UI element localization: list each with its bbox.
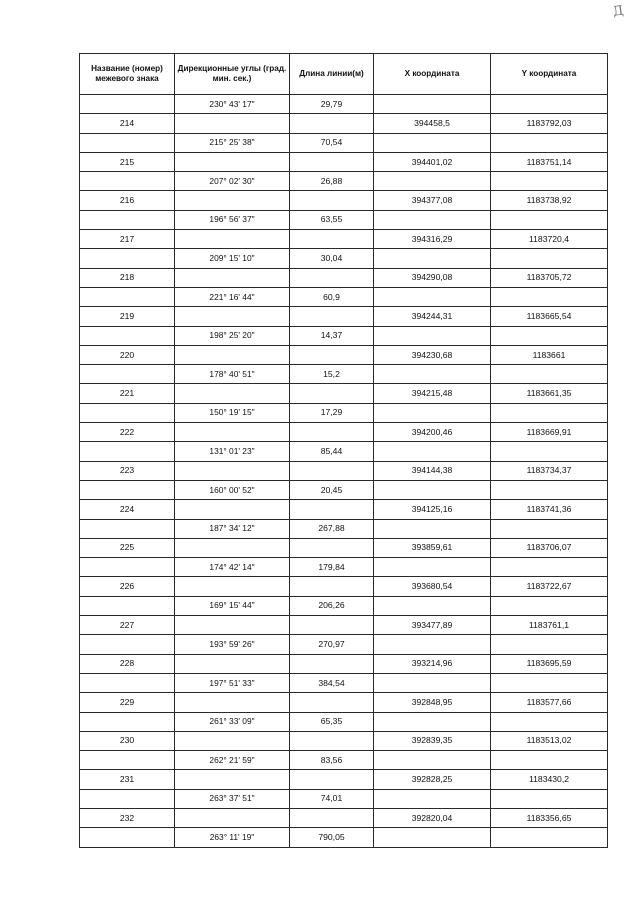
table-row-point — [80, 384, 608, 403]
cell-boundary-mark-name — [80, 751, 175, 770]
table-row-point — [80, 268, 608, 287]
cell-x-coordinate — [374, 210, 491, 229]
cell-y-coordinate: 1183577,66 — [491, 693, 608, 712]
table-row-point — [80, 538, 608, 557]
cell-boundary-mark-name — [80, 558, 175, 577]
cell-line-length: 790,05 — [290, 828, 374, 847]
cell-direction-angle: 193° 59' 26" — [175, 635, 290, 654]
cell-boundary-mark-name: 230 — [80, 731, 175, 750]
cell-x-coordinate: 394316,29 — [374, 230, 491, 249]
cell-line-length: 26,88 — [290, 172, 374, 191]
cell-x-coordinate: 394144,38 — [374, 461, 491, 480]
cell-direction-angle — [175, 114, 290, 133]
cell-line-length — [290, 345, 374, 364]
cell-direction-angle: 160° 00' 52" — [175, 480, 290, 499]
page-corner-mark: Д — [612, 3, 625, 20]
cell-direction-angle: 209° 15' 10" — [175, 249, 290, 268]
table-row-segment — [80, 133, 608, 152]
table-row-segment — [80, 558, 608, 577]
cell-y-coordinate: 1183761,1 — [491, 616, 608, 635]
cell-y-coordinate: 1183738,92 — [491, 191, 608, 210]
table-row-point — [80, 461, 608, 480]
cell-x-coordinate — [374, 635, 491, 654]
table-row-point — [80, 152, 608, 171]
cell-line-length: 63,55 — [290, 210, 374, 229]
cell-y-coordinate — [491, 751, 608, 770]
cell-x-coordinate — [374, 442, 491, 461]
cell-line-length: 14,37 — [290, 326, 374, 345]
cell-line-length — [290, 268, 374, 287]
cell-x-coordinate: 393477,89 — [374, 616, 491, 635]
cell-direction-angle: 169° 15' 44" — [175, 596, 290, 615]
cell-line-length — [290, 654, 374, 673]
cell-boundary-mark-name: 214 — [80, 114, 175, 133]
cell-line-length — [290, 307, 374, 326]
cell-y-coordinate — [491, 249, 608, 268]
cell-direction-angle — [175, 307, 290, 326]
table-row-segment — [80, 789, 608, 808]
cell-boundary-mark-name — [80, 712, 175, 731]
cell-direction-angle — [175, 423, 290, 442]
cell-y-coordinate: 1183430,2 — [491, 770, 608, 789]
table-row-segment — [80, 635, 608, 654]
table-row-point — [80, 731, 608, 750]
table-row-point — [80, 654, 608, 673]
table-row-segment — [80, 287, 608, 306]
cell-line-length: 17,29 — [290, 403, 374, 422]
cell-boundary-mark-name: 216 — [80, 191, 175, 210]
cell-boundary-mark-name: 227 — [80, 616, 175, 635]
table-row-point — [80, 770, 608, 789]
cell-boundary-mark-name — [80, 403, 175, 422]
cell-line-length: 83,56 — [290, 751, 374, 770]
table-row-segment — [80, 712, 608, 731]
cell-line-length — [290, 693, 374, 712]
cell-x-coordinate — [374, 751, 491, 770]
table-row-segment — [80, 751, 608, 770]
cell-line-length — [290, 500, 374, 519]
cell-direction-angle — [175, 616, 290, 635]
cell-line-length: 74,01 — [290, 789, 374, 808]
cell-direction-angle — [175, 693, 290, 712]
table-row-point — [80, 230, 608, 249]
cell-line-length: 384,54 — [290, 673, 374, 692]
cell-line-length — [290, 461, 374, 480]
table-row-point — [80, 345, 608, 364]
cell-boundary-mark-name — [80, 789, 175, 808]
table-row-segment — [80, 519, 608, 538]
cell-line-length: 270,97 — [290, 635, 374, 654]
table-row-segment — [80, 249, 608, 268]
cell-y-coordinate — [491, 519, 608, 538]
cell-y-coordinate: 1183513,02 — [491, 731, 608, 750]
cell-direction-angle — [175, 538, 290, 557]
cell-y-coordinate: 1183661 — [491, 345, 608, 364]
cell-y-coordinate — [491, 95, 608, 114]
table-row-segment — [80, 828, 608, 847]
cell-x-coordinate — [374, 789, 491, 808]
cell-x-coordinate: 392848,95 — [374, 693, 491, 712]
cell-x-coordinate: 394230,68 — [374, 345, 491, 364]
table-row-point — [80, 500, 608, 519]
cell-y-coordinate — [491, 789, 608, 808]
cell-x-coordinate: 393859,61 — [374, 538, 491, 557]
cell-direction-angle: 230° 43' 17" — [175, 95, 290, 114]
table-row-segment — [80, 172, 608, 191]
cell-line-length: 15,2 — [290, 365, 374, 384]
cell-line-length: 30,04 — [290, 249, 374, 268]
cell-x-coordinate: 394377,08 — [374, 191, 491, 210]
cell-direction-angle — [175, 461, 290, 480]
cell-x-coordinate: 394401,02 — [374, 152, 491, 171]
cell-direction-angle — [175, 577, 290, 596]
table-row-point — [80, 114, 608, 133]
table-row-segment — [80, 442, 608, 461]
cell-x-coordinate — [374, 365, 491, 384]
table-row-segment — [80, 673, 608, 692]
table-row-point — [80, 808, 608, 827]
cell-line-length — [290, 423, 374, 442]
table-row-point — [80, 307, 608, 326]
cell-x-coordinate — [374, 828, 491, 847]
cell-y-coordinate: 1183706,07 — [491, 538, 608, 557]
cell-y-coordinate — [491, 287, 608, 306]
boundary-coordinates-table — [79, 53, 608, 848]
cell-direction-angle: 187° 34' 12" — [175, 519, 290, 538]
cell-y-coordinate: 1183741,36 — [491, 500, 608, 519]
cell-direction-angle: 262° 21' 59" — [175, 751, 290, 770]
cell-y-coordinate — [491, 133, 608, 152]
cell-boundary-mark-name — [80, 133, 175, 152]
cell-direction-angle — [175, 345, 290, 364]
cell-direction-angle — [175, 770, 290, 789]
cell-boundary-mark-name: 222 — [80, 423, 175, 442]
cell-x-coordinate — [374, 519, 491, 538]
cell-line-length: 20,45 — [290, 480, 374, 499]
cell-y-coordinate: 1183695,59 — [491, 654, 608, 673]
cell-direction-angle: 198° 25' 20" — [175, 326, 290, 345]
cell-boundary-mark-name: 225 — [80, 538, 175, 557]
header-line-length: Длина линии(м) — [290, 54, 374, 95]
cell-direction-angle: 261° 33' 09" — [175, 712, 290, 731]
cell-direction-angle: 150° 19' 15" — [175, 403, 290, 422]
header-y-coordinate: Y координата — [491, 54, 608, 95]
cell-x-coordinate — [374, 673, 491, 692]
cell-boundary-mark-name: 223 — [80, 461, 175, 480]
cell-line-length — [290, 770, 374, 789]
cell-x-coordinate — [374, 596, 491, 615]
cell-boundary-mark-name: 215 — [80, 152, 175, 171]
cell-boundary-mark-name — [80, 635, 175, 654]
cell-line-length — [290, 616, 374, 635]
cell-direction-angle: 221° 16' 44" — [175, 287, 290, 306]
cell-y-coordinate — [491, 828, 608, 847]
cell-y-coordinate — [491, 635, 608, 654]
cell-boundary-mark-name: 229 — [80, 693, 175, 712]
cell-x-coordinate: 392820,04 — [374, 808, 491, 827]
table-row-point — [80, 577, 608, 596]
cell-boundary-mark-name — [80, 365, 175, 384]
cell-boundary-mark-name — [80, 249, 175, 268]
cell-boundary-mark-name: 224 — [80, 500, 175, 519]
cell-direction-angle: 197° 51' 33" — [175, 673, 290, 692]
cell-y-coordinate: 1183751,14 — [491, 152, 608, 171]
table-row-segment — [80, 403, 608, 422]
cell-boundary-mark-name — [80, 442, 175, 461]
cell-direction-angle — [175, 191, 290, 210]
cell-y-coordinate: 1183720,4 — [491, 230, 608, 249]
cell-x-coordinate — [374, 249, 491, 268]
cell-x-coordinate — [374, 712, 491, 731]
cell-x-coordinate: 392839,35 — [374, 731, 491, 750]
cell-x-coordinate: 394244,31 — [374, 307, 491, 326]
cell-y-coordinate — [491, 596, 608, 615]
table-body — [80, 95, 608, 848]
table-row-point — [80, 616, 608, 635]
cell-boundary-mark-name: 231 — [80, 770, 175, 789]
cell-direction-angle: 196° 56' 37" — [175, 210, 290, 229]
cell-line-length: 179,84 — [290, 558, 374, 577]
table-row-segment — [80, 480, 608, 499]
cell-y-coordinate: 1183665,54 — [491, 307, 608, 326]
table-header-row — [80, 54, 608, 95]
cell-direction-angle: 174° 42' 14" — [175, 558, 290, 577]
cell-x-coordinate: 393214,96 — [374, 654, 491, 673]
cell-line-length — [290, 230, 374, 249]
cell-boundary-mark-name — [80, 172, 175, 191]
cell-direction-angle — [175, 731, 290, 750]
cell-x-coordinate — [374, 133, 491, 152]
cell-line-length: 70,54 — [290, 133, 374, 152]
cell-x-coordinate — [374, 287, 491, 306]
cell-y-coordinate: 1183734,37 — [491, 461, 608, 480]
cell-line-length: 60,9 — [290, 287, 374, 306]
table-row-point — [80, 693, 608, 712]
cell-boundary-mark-name — [80, 519, 175, 538]
cell-direction-angle: 263° 11' 19" — [175, 828, 290, 847]
cell-direction-angle — [175, 654, 290, 673]
cell-boundary-mark-name: 220 — [80, 345, 175, 364]
cell-direction-angle: 263° 37' 51" — [175, 789, 290, 808]
header-x-coordinate: X координата — [374, 54, 491, 95]
cell-y-coordinate — [491, 480, 608, 499]
cell-direction-angle — [175, 152, 290, 171]
cell-line-length — [290, 577, 374, 596]
cell-x-coordinate — [374, 403, 491, 422]
cell-y-coordinate — [491, 558, 608, 577]
cell-boundary-mark-name: 217 — [80, 230, 175, 249]
cell-y-coordinate: 1183705,72 — [491, 268, 608, 287]
cell-boundary-mark-name: 228 — [80, 654, 175, 673]
cell-line-length — [290, 191, 374, 210]
cell-y-coordinate: 1183356,65 — [491, 808, 608, 827]
cell-direction-angle — [175, 230, 290, 249]
cell-y-coordinate — [491, 210, 608, 229]
cell-line-length: 29,79 — [290, 95, 374, 114]
cell-boundary-mark-name — [80, 673, 175, 692]
cell-y-coordinate: 1183722,67 — [491, 577, 608, 596]
cell-boundary-mark-name: 219 — [80, 307, 175, 326]
cell-x-coordinate: 394290,08 — [374, 268, 491, 287]
cell-boundary-mark-name — [80, 480, 175, 499]
cell-boundary-mark-name: 218 — [80, 268, 175, 287]
cell-y-coordinate: 1183661,35 — [491, 384, 608, 403]
cell-x-coordinate: 393680,54 — [374, 577, 491, 596]
cell-line-length — [290, 538, 374, 557]
table-row-point — [80, 191, 608, 210]
cell-y-coordinate — [491, 673, 608, 692]
cell-line-length: 85,44 — [290, 442, 374, 461]
cell-x-coordinate: 394200,46 — [374, 423, 491, 442]
cell-x-coordinate: 394125,16 — [374, 500, 491, 519]
cell-y-coordinate: 1183792,03 — [491, 114, 608, 133]
cell-boundary-mark-name — [80, 95, 175, 114]
cell-x-coordinate — [374, 326, 491, 345]
cell-x-coordinate — [374, 95, 491, 114]
table-row-segment — [80, 365, 608, 384]
cell-x-coordinate: 394458,5 — [374, 114, 491, 133]
table-row-segment — [80, 596, 608, 615]
cell-x-coordinate — [374, 172, 491, 191]
cell-direction-angle: 131° 01' 23" — [175, 442, 290, 461]
table-row-point — [80, 423, 608, 442]
cell-x-coordinate: 392828,25 — [374, 770, 491, 789]
cell-direction-angle: 215° 25' 38" — [175, 133, 290, 152]
cell-x-coordinate: 394215,48 — [374, 384, 491, 403]
cell-line-length: 267,88 — [290, 519, 374, 538]
cell-direction-angle — [175, 268, 290, 287]
cell-y-coordinate — [491, 403, 608, 422]
cell-boundary-mark-name: 232 — [80, 808, 175, 827]
table-row-segment — [80, 326, 608, 345]
cell-boundary-mark-name — [80, 828, 175, 847]
cell-line-length — [290, 152, 374, 171]
cell-boundary-mark-name: 221 — [80, 384, 175, 403]
cell-direction-angle — [175, 500, 290, 519]
cell-boundary-mark-name — [80, 596, 175, 615]
cell-y-coordinate: 1183669,91 — [491, 423, 608, 442]
cell-line-length: 65,35 — [290, 712, 374, 731]
cell-line-length — [290, 114, 374, 133]
cell-y-coordinate — [491, 712, 608, 731]
cell-y-coordinate — [491, 172, 608, 191]
cell-line-length: 206,26 — [290, 596, 374, 615]
table-row-segment — [80, 95, 608, 114]
cell-boundary-mark-name — [80, 287, 175, 306]
cell-direction-angle — [175, 384, 290, 403]
cell-boundary-mark-name: 226 — [80, 577, 175, 596]
cell-line-length — [290, 808, 374, 827]
header-direction-angles: Дирекционные углы (град. мин. сек.) — [175, 54, 290, 95]
cell-boundary-mark-name — [80, 210, 175, 229]
cell-direction-angle: 207° 02' 30" — [175, 172, 290, 191]
cell-y-coordinate — [491, 442, 608, 461]
cell-x-coordinate — [374, 558, 491, 577]
cell-direction-angle: 178° 40' 51" — [175, 365, 290, 384]
cell-direction-angle — [175, 808, 290, 827]
table-row-segment — [80, 210, 608, 229]
header-boundary-mark-name: Название (номер) межевого знака — [80, 54, 175, 95]
cell-y-coordinate — [491, 365, 608, 384]
cell-y-coordinate — [491, 326, 608, 345]
cell-x-coordinate — [374, 480, 491, 499]
cell-line-length — [290, 384, 374, 403]
cell-line-length — [290, 731, 374, 750]
cell-boundary-mark-name — [80, 326, 175, 345]
